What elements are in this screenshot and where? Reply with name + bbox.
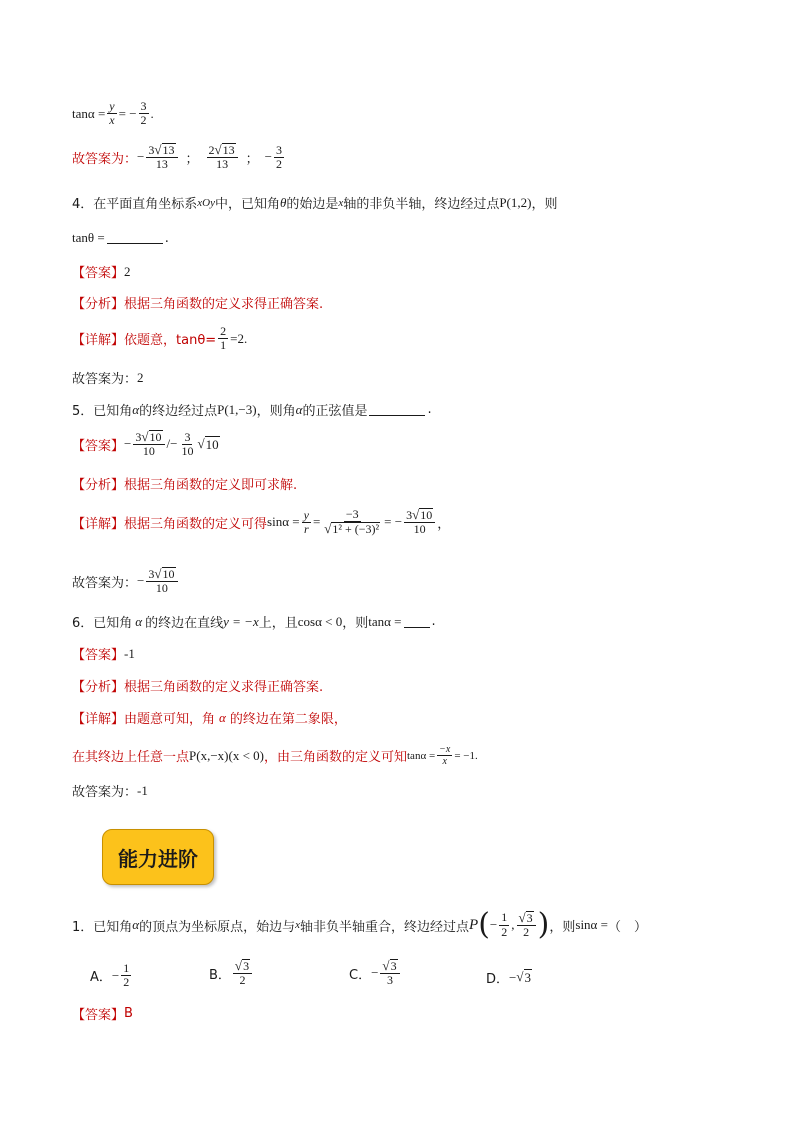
fraction-1-over-2: $\frac{1}{2}$ (123, 961, 130, 990)
tan-lhs: tanα = (72, 105, 106, 121)
fraction-3-over-2: $\frac{3}{2}$ (140, 99, 147, 128)
fraction-y-over-r: $\frac{y}{r}$ (303, 507, 309, 536)
section-badge: 能力进阶 (102, 829, 214, 885)
q4-final: 故答案为： 2 (72, 369, 144, 387)
fraction-neg-x-over-x: $\frac{-x}{x}$ (439, 744, 451, 767)
tan-result-line: tanα = $\frac{y}{x}$ = − $\frac{3}{2}$ . (72, 99, 154, 128)
answer-blank (369, 404, 425, 416)
fraction-2sqrt13-over-13: 2 √ 13 13 (207, 143, 238, 171)
fraction-1-over-2: $\frac{1}{2}$ (501, 910, 508, 939)
fraction-neg3-over-radical: −3 √ 1² + (−3)² (324, 507, 380, 537)
fraction-3sqrt10-over-10: 3 √ 10 10 (146, 567, 177, 595)
option-d[interactable]: D． − √ 3 (486, 969, 531, 987)
fraction-sqrt3-over-3: √ 3 3 (380, 959, 399, 987)
fraction-neg-3sqrt13-over-13: 3 √ 13 13 (146, 143, 177, 171)
q5-stem: 5．已知角 α 的终边经过点 P(1,−3) ，则角 α 的正弦值是 . (72, 401, 432, 419)
q4-stem: 4．在平面直角坐标系 xOy 中，已知角 θ 的始边是 x 轴的非负半轴，终边经过点 P(1,2) ，则 (72, 194, 558, 212)
fraction-y-over-x: $\frac{y}{x}$ (109, 99, 115, 128)
option-b[interactable]: B． √ 3 2 (209, 959, 254, 987)
q5-detail: 【详解】 根据三角函数的定义可得 sinα = $\frac{y}{r}$ = −3 √ 1² + (−3)² = − 3 √ 10 10 ， (72, 507, 451, 537)
fraction-3sqrt10-over-10: 3 √ 10 10 (404, 508, 435, 536)
q5-answer: 【答案】 − 3 √ 10 10 /− $\frac{3}{10}$ √ 10 (72, 429, 219, 459)
fraction-2-over-1: $\frac{2}{1}$ (220, 324, 227, 353)
q6-answer: 【答案】 -1 (72, 645, 135, 663)
answer-blank (404, 616, 430, 628)
option-a[interactable]: A． − $\frac{1}{2}$ (90, 961, 130, 990)
option-c[interactable]: C． − √ 3 3 (349, 959, 402, 987)
fraction-neg-3-over-2: $\frac{3}{2}$ (276, 142, 283, 171)
sqrt-10: √ 10 (197, 435, 219, 452)
fraction-sqrt3-over-2: √ 3 2 (233, 959, 252, 987)
q4-detail: 【详解】 依题意，tanθ= $\frac{2}{1}$ =2. (72, 324, 248, 353)
q6-detail-line2: 在其终边上任意一点 P(x,−x)(x < 0) ，由三角函数的定义可知 tanα = $\frac{-x}{x}$ = −1. (72, 744, 478, 767)
p1-stem: 1．已知角 α 的顶点为坐标原点，始边与 x 轴非负半轴重合，终边经过点 P ( − $\frac{1}{2}$ , √ 3 2 ) ，则 sinα = （ ） (72, 907, 647, 942)
fraction-3-over-10: $\frac{3}{10}$ (181, 429, 194, 458)
q5-final: 故答案为： − 3 √ 10 10 (72, 567, 180, 595)
prev-final-answer: 故答案为： − 3 √ 13 13 ； 2 √ 13 13 ； − $\frac{3}{2}$ (72, 142, 283, 172)
q6-detail: 【详解】 由题意可知，角 α 的终边在第二象限， (72, 709, 347, 727)
sqrt-3: √ 3 (516, 969, 531, 985)
fraction-sqrt3-over-2: √ 3 2 (517, 911, 536, 939)
answer-blank (107, 232, 163, 244)
q6-stem: 6．已知角 α 的终边在直线 y = −x 上，且 cosα < 0 ，则 tanα = . (72, 613, 436, 631)
q4-stem-line2: tanθ = . (72, 230, 169, 246)
q6-analysis: 【分析】 根据三角函数的定义求得正确答案. (72, 680, 324, 695)
q5-analysis: 【分析】 根据三角函数的定义即可求解. (72, 478, 298, 493)
q4-answer: 【答案】 2 (72, 263, 131, 281)
q6-final: 故答案为： -1 (72, 782, 148, 800)
q4-analysis: 【分析】 根据三角函数的定义求得正确答案. (72, 297, 324, 312)
fraction-3sqrt10-over-10: 3 √ 10 10 (133, 430, 164, 458)
p1-answer: 【答案】 B (72, 1006, 133, 1023)
